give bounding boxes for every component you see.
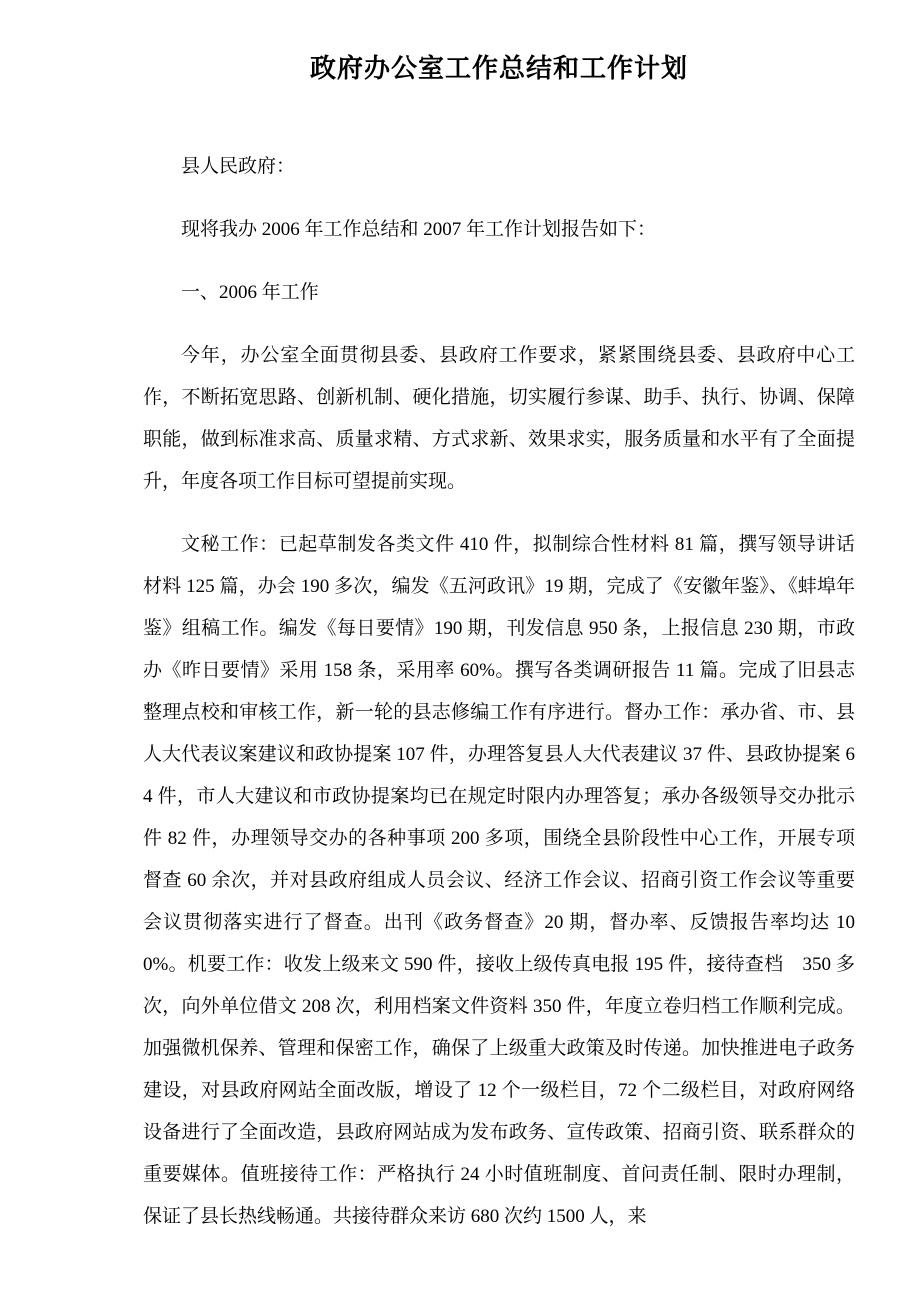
paragraph-salutation: 县人民政府： [181, 156, 296, 177]
paragraph-overview: 今年，办公室全面贯彻县委、县政府工作要求，紧紧围绕县委、县政府中心工作，不断拓宽思路、创新机制、硬化措施，切实履行参谋、助手、执行、协调、保障职能，做到标准求高、质量求精、方式求新、效果求实，服务质量和水平有了全面提升，年度各项工作目标可望提前实现。 [143, 345, 855, 492]
paragraph-section-heading-2006-work: 一、2006 年工作 [181, 282, 319, 303]
paragraph-report-intro: 现将我办 2006 年工作总结和 2007 年工作计划报告如下： [181, 219, 657, 240]
document-title: 政府办公室工作总结和工作计划 [309, 54, 688, 83]
paragraph-work-details: 文秘工作：已起草制发各类文件 410 件，拟制综合性材料 81 篇，撰写领导讲话材料 125 篇，办会 190 多次，编发《五河政讯》19 期，完成了《安徽年鉴》、《蚌埠年鉴》组稿工作。编发《每日要情》190 期，刊发信息 950 条，上报信息 230 期，市政办《昨日要情》采用 158 条，采用率 60%。撰写各类调研报告 11 篇。完成了旧县志整理点校和审核工作，新一轮的县志修编工作有序进行。督办工作：承办省、市、县人大代表议案建议和政协提案 107 件，办理答复县人大代表建议 37 件、县政协提案 64 件，市人大建议和市政协提案均已在规定时限内办理答复；承办各级领导交办批示件 82 件，办理领导交办的各种事项 200 多项，围绕全县阶段性中心工作，开展专项督查 60 余次，并对县政府组成人员会议、经济工作会议、招商引资工作会议等重要会议贯彻落实进行了督查。出刊《政务督查》20 期，督办率、反馈报告率均达 100%。机要工作：收发上级来文 590 件，接收上级传真电报 195 件，接待查档 350 多次，向外单位借文 208 次，利用档案文件资料 350 件，年度立卷归档工作顺利完成。加强微机保养、管理和保密工作，确保了上级重大政策及时传递。加快推进电子政务建设，对县政府网站全面改版，增设了 12 个一级栏目，72 个二级栏目，对政府网络设备进行了全面改造，县政府网站成为发布政务、宣传政策、招商引资、联系群众的重要媒体。值班接待工作：严格执行 24 小时值班制度、首问责任制、限时办理制，保证了县长热线畅通。共接待群众来访 680 次约 1500 人，来 [143, 534, 855, 1227]
